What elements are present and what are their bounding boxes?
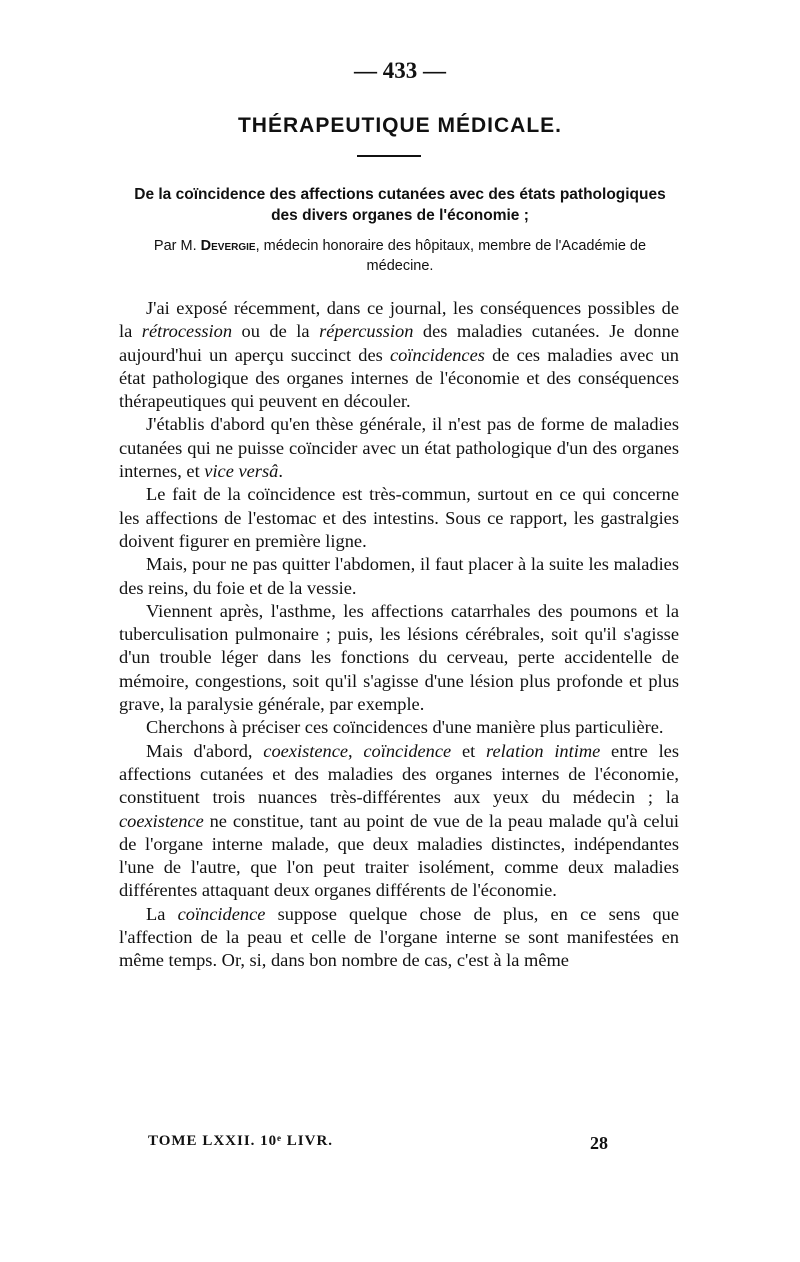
italic-term: rétrocession <box>141 321 233 342</box>
byline-prefix: Par M. <box>153 238 197 254</box>
byline-suffix: , médecin honoraire des hôpitaux, membre de l'Académie de médecine. <box>255 238 647 274</box>
text-run: suppose quelque chose de plus, en ce sens que l'affection de la peau et celle de l'organe interne se sont manifestées en même temps. Or, si, dans bon nombre de cas, c'est à la même <box>119 903 679 971</box>
section-title: THÉRAPEUTIQUE MÉDICALE. <box>237 114 562 137</box>
text-run: J'établis d'abord qu'en thèse générale, il n'est pas de forme de maladies cutanées qui ne puisse coïncider avec un état pathologique d'un des organes internes, et <box>119 414 679 482</box>
text-run: ne constitue, tant au point de vue de la peau malade qu'à celui de l'organe interne malade, que deux maladies distinctes, indépendantes l'une de l'autre, que l'on peut traiter isolément, comme deux maladies différentes attaquant deux organes différents de l'économie. <box>119 810 679 901</box>
article-body <box>119 297 679 973</box>
italic-term: coïncidences <box>389 344 485 365</box>
paragraph <box>119 903 679 973</box>
signature-mark: TOME LXXII. 10ᵉ LIVR. <box>148 1133 334 1149</box>
text-run: Mais, pour ne pas quitter l'abdomen, il faut placer à la suite les maladies des reins, du foie et de la vessie. <box>119 554 679 598</box>
text-run: des maladies cutanées. Je donne aujourd'hui un aperçu succinct des <box>119 321 679 365</box>
italic-term: coïncidence <box>177 903 266 924</box>
text-run: Cherchons à préciser ces coïncidences d'une manière plus particulière. <box>146 717 664 738</box>
text-run: et <box>451 740 487 761</box>
paragraph <box>119 483 679 553</box>
article-title: De la coïncidence des affections cutanées avec des états pathologiques des divers organes de l'économie ; <box>134 186 666 224</box>
page-number: — 433 — <box>354 58 446 83</box>
italic-term: coexistence <box>263 740 349 761</box>
italic-term: vice versâ <box>204 461 279 482</box>
italic-term: coexistence <box>119 810 204 831</box>
paragraph <box>119 716 679 739</box>
paragraph <box>119 297 679 413</box>
italic-term: relation intime <box>486 740 601 761</box>
title-rule <box>357 155 421 157</box>
page-footer <box>0 1133 800 1157</box>
text-run: . <box>278 461 283 482</box>
text-run: J'ai exposé récemment, dans ce journal, les conséquences possibles de la <box>119 298 679 342</box>
sheet-number: 28 <box>590 1133 608 1153</box>
byline <box>140 236 660 276</box>
text-run: entre les affections cutanées et des maladies des organes internes de l'économie, constituent trois nuances très-différentes aux yeux du médecin ; la <box>119 740 679 808</box>
text-run: Le fait de la coïncidence est très-commun, surtout en ce qui concerne les affections de l'estomac et des intestins. Sous ce rapport, les gastralgies doivent figurer en première ligne. <box>119 484 679 551</box>
italic-term: répercussion <box>319 321 414 342</box>
text-run: Viennent après, l'asthme, les affections catarrhales des poumons et la tuberculisation pulmonaire ; puis, les lésions cérébrales, soit qu'il s'agisse d'un trouble léger dans les fonctions du cerveau, perte accidentelle de mémoire, congestions, soit qu'il s'agisse d'une lésion plus profonde et plus grave, la paralysie générale, par exemple. <box>119 600 679 715</box>
paragraph <box>119 413 679 483</box>
italic-term: coïncidence <box>363 740 452 761</box>
text-run: de ces maladies avec un état pathologique des organes internes de l'économie et des conséquences thérapeutiques qui peuvent en découler. <box>119 344 679 412</box>
paragraph <box>119 600 679 716</box>
text-run: Mais d'abord, <box>146 740 264 761</box>
paragraph <box>119 553 679 600</box>
text-run: , <box>348 740 364 761</box>
author-name: Devergie <box>200 238 256 254</box>
text-run: ou de la <box>232 321 320 342</box>
text-run: La <box>146 903 178 924</box>
paragraph <box>119 740 679 903</box>
